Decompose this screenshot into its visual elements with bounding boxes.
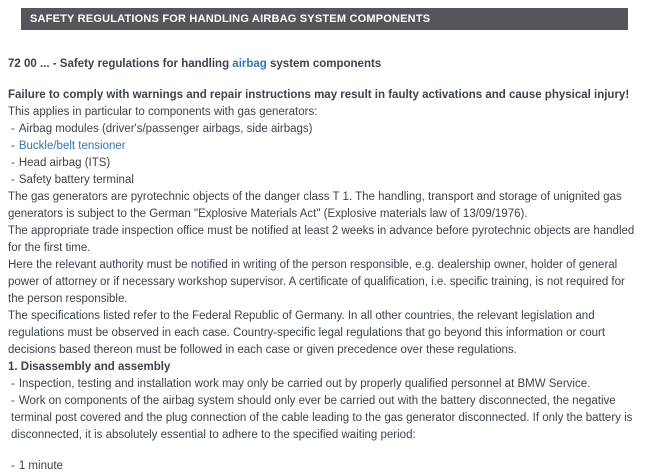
list-item	[8, 155, 640, 172]
paragraph: Here the relevant authority must be notified in writing of the person responsible, e.g. dealership owner, holder of general power of attorney or if necessary workshop supervisor. A certificate of qualification, i.e. specific training, is not required for the person responsible.	[8, 259, 625, 305]
list-item-label: Work on components of the airbag system should only ever be carried out with the battery disconnected, the negative terminal post covered and the plug connection of the cable leading to the gas generator disconnected. If only the battery is disconnected, it is absolutely essential to adhere to the specified waiting period:	[11, 395, 633, 441]
warning-text: Failure to comply with warnings and repair instructions may result in faulty activations and cause physical injury!	[8, 89, 630, 101]
heading-suffix: system components	[266, 58, 382, 70]
bullet-marker: -	[11, 395, 15, 407]
bullet-marker: -	[11, 140, 15, 152]
section-heading: 1. Disassembly and assembly	[8, 361, 171, 373]
bullet-marker: -	[11, 378, 15, 390]
spacer	[8, 444, 640, 458]
paragraph: The appropriate trade inspection office must be notified at least 2 weeks in advance before pyrotechnic objects are handled for the first time.	[8, 225, 635, 254]
waiting-period-value: 1 minute	[18, 460, 63, 472]
document-body	[8, 56, 640, 475]
bullet-marker: -	[11, 174, 15, 186]
heading-prefix: 72 00 ... - Safety regulations for handling	[8, 58, 233, 70]
waiting-period-item	[8, 458, 640, 475]
list-item	[8, 393, 640, 444]
airbag-link[interactable]: airbag	[232, 58, 267, 70]
applies-text: This applies in particular to components with gas generators:	[8, 106, 318, 118]
bullet-marker: -	[11, 460, 15, 472]
buckle-belt-tensioner-link[interactable]: Buckle/belt tensioner	[18, 140, 126, 152]
list-item	[8, 138, 640, 155]
list-item-label: Head airbag (ITS)	[18, 157, 111, 169]
bullet-marker: -	[11, 123, 15, 135]
list-item-label: Inspection, testing and installation work may only be carried out by properly qualified personnel at BMW Service.	[18, 378, 591, 390]
list-item	[8, 376, 640, 393]
section-title-bar	[21, 8, 628, 30]
list-item-label: Safety battery terminal	[18, 174, 134, 186]
page-title: SAFETY REGULATIONS FOR HANDLING AIRBAG SYSTEM COMPONENTS	[30, 13, 431, 25]
list-item-label: Airbag modules (driver's/passenger airbags, side airbags)	[18, 123, 313, 135]
list-item	[8, 172, 640, 189]
bullet-marker: -	[11, 157, 15, 169]
paragraph: The gas generators are pyrotechnic objects of the danger class T 1. The handling, transport and storage of unignited gas generators is subject to the German "Explosive Materials Act" (Explosive materials law of 13/09/1976).	[8, 191, 622, 220]
paragraph: The specifications listed refer to the Federal Republic of Germany. In all other countries, the relevant legislation and regulations must be observed in each case. Country-specific legal regulations that go beyond this information or court decisions based thereon must be followed in each case or given precedence over these regulations.	[8, 310, 606, 356]
document-heading	[8, 56, 640, 73]
list-item	[8, 121, 640, 138]
